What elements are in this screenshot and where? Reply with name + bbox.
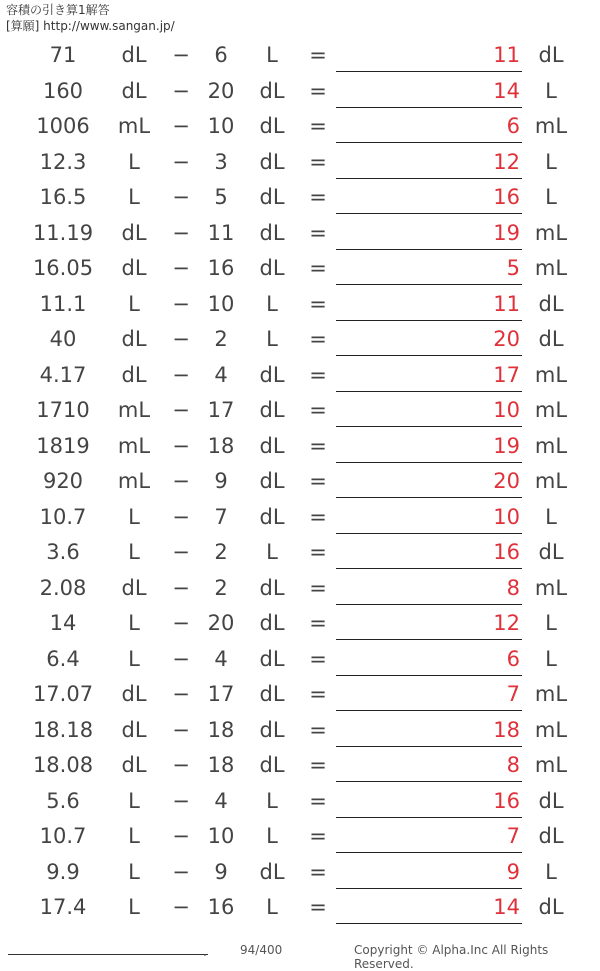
equals-sign: = <box>309 753 327 777</box>
minuend-unit: L <box>128 291 140 316</box>
problem-row <box>0 393 600 429</box>
answer-value: 10 <box>493 398 520 422</box>
equals-sign: = <box>309 256 327 280</box>
answer-line <box>336 817 522 818</box>
minuend-unit: L <box>128 540 140 564</box>
subtrahend-unit: dL <box>259 78 285 103</box>
answer-line <box>336 675 522 676</box>
problem-row <box>0 855 600 891</box>
answer-value: 18 <box>493 717 520 742</box>
problem-row <box>0 606 600 642</box>
answer-line <box>336 497 522 498</box>
answer-value: 16 <box>493 788 520 813</box>
minus-sign: − <box>172 149 190 174</box>
subtrahend-value: 10 <box>207 824 235 848</box>
minus-sign: − <box>172 895 190 919</box>
answer-value: 12 <box>493 149 520 174</box>
minus-sign: − <box>172 682 190 706</box>
answer-unit: mL <box>534 114 568 138</box>
answer-value: 8 <box>506 753 520 777</box>
answer-value: 11 <box>493 291 520 316</box>
answer-unit: dL <box>538 788 564 813</box>
minuend-value: 920 <box>42 469 84 493</box>
subtrahend-unit: dL <box>259 859 285 884</box>
minus-sign: − <box>172 788 190 813</box>
minus-sign: − <box>172 185 190 209</box>
minuend-value: 2.08 <box>39 575 87 600</box>
signature-line <box>8 954 208 955</box>
subtrahend-value: 4 <box>214 646 228 671</box>
minus-sign: − <box>172 78 190 103</box>
answer-unit: L <box>545 859 557 884</box>
answer-unit: mL <box>534 717 568 742</box>
answer-line <box>336 178 522 179</box>
minuend-unit: L <box>128 504 140 529</box>
answer-value: 7 <box>506 824 520 848</box>
answer-unit: L <box>545 646 557 671</box>
problem-row <box>0 464 600 500</box>
answer-unit: mL <box>534 220 568 245</box>
minuend-unit: dL <box>121 575 147 600</box>
answer-line <box>336 355 522 356</box>
minuend-unit: L <box>128 895 140 919</box>
answer-unit: dL <box>538 895 564 919</box>
answer-line <box>336 71 522 72</box>
equals-sign: = <box>309 362 327 387</box>
minuend-value: 10.7 <box>39 824 87 848</box>
answer-unit: mL <box>534 575 568 600</box>
answer-line <box>336 107 522 108</box>
answer-value: 5 <box>506 256 520 280</box>
answer-unit: L <box>545 185 557 209</box>
answer-line <box>336 533 522 534</box>
minuend-unit: L <box>128 611 140 635</box>
subtrahend-unit: L <box>266 540 278 564</box>
minus-sign: − <box>172 433 190 458</box>
answer-value: 10 <box>493 504 520 529</box>
equals-sign: = <box>309 859 327 884</box>
answer-value: 7 <box>506 682 520 706</box>
worksheet-source: [算願] http://www.sangan.jp/ <box>6 19 175 33</box>
answer-unit: mL <box>534 398 568 422</box>
answer-value: 17 <box>493 362 520 387</box>
subtrahend-value: 11 <box>207 220 235 245</box>
answer-line <box>336 710 522 711</box>
worksheet-header <box>6 2 175 34</box>
answer-unit: L <box>545 504 557 529</box>
minus-sign: − <box>172 220 190 245</box>
subtrahend-value: 6 <box>214 43 228 67</box>
minus-sign: − <box>172 469 190 493</box>
minuend-value: 71 <box>49 43 77 67</box>
subtrahend-value: 2 <box>214 575 228 600</box>
problem-row <box>0 713 600 749</box>
equals-sign: = <box>309 220 327 245</box>
minuend-unit: dL <box>121 43 147 67</box>
answer-value: 12 <box>493 611 520 635</box>
minuend-value: 1006 <box>36 114 90 138</box>
subtrahend-unit: dL <box>259 114 285 138</box>
subtrahend-unit: dL <box>259 433 285 458</box>
minuend-unit: mL <box>117 114 151 138</box>
problem-row <box>0 251 600 287</box>
minuend-value: 10.7 <box>39 504 87 529</box>
minus-sign: − <box>172 43 190 67</box>
subtrahend-unit: dL <box>259 682 285 706</box>
equals-sign: = <box>309 717 327 742</box>
subtrahend-unit: dL <box>259 185 285 209</box>
problem-row <box>0 819 600 855</box>
answer-value: 14 <box>493 895 520 919</box>
minuend-unit: L <box>128 149 140 174</box>
minuend-value: 17.07 <box>32 682 94 706</box>
subtrahend-value: 10 <box>207 114 235 138</box>
subtrahend-value: 18 <box>207 433 235 458</box>
subtrahend-value: 2 <box>214 327 228 351</box>
answer-value: 6 <box>506 646 520 671</box>
answer-line <box>336 746 522 747</box>
minus-sign: − <box>172 327 190 351</box>
answer-value: 19 <box>493 220 520 245</box>
problem-row <box>0 216 600 252</box>
minus-sign: − <box>172 398 190 422</box>
minuend-value: 1710 <box>36 398 90 422</box>
minuend-unit: dL <box>121 78 147 103</box>
minuend-value: 17.4 <box>39 895 87 919</box>
subtrahend-value: 7 <box>214 504 228 529</box>
minuend-unit: L <box>128 788 140 813</box>
answer-value: 20 <box>493 327 520 351</box>
answer-value: 20 <box>493 469 520 493</box>
equals-sign: = <box>309 611 327 635</box>
subtrahend-value: 18 <box>207 753 235 777</box>
minuend-value: 9.9 <box>46 859 80 884</box>
subtrahend-unit: dL <box>259 362 285 387</box>
problem-row <box>0 748 600 784</box>
answer-value: 8 <box>506 575 520 600</box>
equals-sign: = <box>309 504 327 529</box>
equals-sign: = <box>309 682 327 706</box>
minuend-value: 6.4 <box>46 646 80 671</box>
worksheet-title: 容積の引き算1解答 <box>6 3 110 17</box>
minuend-value: 12.3 <box>39 149 87 174</box>
equals-sign: = <box>309 646 327 671</box>
minuend-value: 11.1 <box>39 291 87 316</box>
subtrahend-value: 20 <box>207 78 235 103</box>
subtrahend-value: 2 <box>214 540 228 564</box>
subtrahend-value: 4 <box>214 788 228 813</box>
answer-line <box>336 320 522 321</box>
answer-line <box>336 604 522 605</box>
equals-sign: = <box>309 398 327 422</box>
minuend-unit: L <box>128 859 140 884</box>
problem-row <box>0 145 600 181</box>
answer-line <box>336 142 522 143</box>
answer-line <box>336 639 522 640</box>
minus-sign: − <box>172 753 190 777</box>
subtrahend-value: 4 <box>214 362 228 387</box>
minus-sign: − <box>172 362 190 387</box>
answer-line <box>336 781 522 782</box>
problem-row <box>0 358 600 394</box>
minuend-unit: dL <box>121 256 147 280</box>
minuend-value: 40 <box>49 327 77 351</box>
subtrahend-unit: dL <box>259 149 285 174</box>
answer-unit: L <box>545 78 557 103</box>
problem-row <box>0 500 600 536</box>
answer-unit: dL <box>538 43 564 67</box>
subtrahend-unit: dL <box>259 611 285 635</box>
minuend-value: 11.19 <box>32 220 94 245</box>
answer-line <box>336 426 522 427</box>
subtrahend-unit: dL <box>259 504 285 529</box>
answer-unit: dL <box>538 327 564 351</box>
minuend-unit: dL <box>121 220 147 245</box>
subtrahend-unit: L <box>266 824 278 848</box>
minus-sign: − <box>172 575 190 600</box>
equals-sign: = <box>309 327 327 351</box>
subtrahend-unit: dL <box>259 469 285 493</box>
minuend-unit: L <box>128 185 140 209</box>
minus-sign: − <box>172 114 190 138</box>
minuend-value: 160 <box>42 78 84 103</box>
answer-unit: dL <box>538 824 564 848</box>
minuend-value: 3.6 <box>46 540 80 564</box>
minus-sign: − <box>172 859 190 884</box>
problem-row <box>0 890 600 926</box>
minus-sign: − <box>172 646 190 671</box>
subtrahend-unit: dL <box>259 575 285 600</box>
subtrahend-unit: L <box>266 291 278 316</box>
minuend-value: 5.6 <box>46 788 80 813</box>
copyright-text: Copyright © Alpha.Inc All Rights Reserved. <box>354 943 549 971</box>
problem-row <box>0 642 600 678</box>
minuend-value: 18.18 <box>32 717 94 742</box>
equals-sign: = <box>309 185 327 209</box>
minuend-unit: mL <box>117 433 151 458</box>
subtrahend-unit: dL <box>259 717 285 742</box>
answer-unit: mL <box>534 362 568 387</box>
problem-row <box>0 535 600 571</box>
subtrahend-unit: dL <box>259 256 285 280</box>
answer-line <box>336 391 522 392</box>
answer-unit: mL <box>534 433 568 458</box>
answer-unit: mL <box>534 682 568 706</box>
answer-unit: mL <box>534 256 568 280</box>
equals-sign: = <box>309 895 327 919</box>
subtrahend-unit: dL <box>259 398 285 422</box>
page-footer <box>0 938 600 971</box>
subtrahend-value: 5 <box>214 185 228 209</box>
answer-value: 11 <box>493 43 520 67</box>
subtrahend-unit: dL <box>259 220 285 245</box>
minuend-unit: mL <box>117 469 151 493</box>
answer-unit: L <box>545 149 557 174</box>
answer-value: 16 <box>493 185 520 209</box>
minuend-unit: mL <box>117 398 151 422</box>
equals-sign: = <box>309 149 327 174</box>
minuend-value: 1819 <box>36 433 90 458</box>
minus-sign: − <box>172 256 190 280</box>
answer-line <box>336 888 522 889</box>
problem-row <box>0 180 600 216</box>
minuend-unit: dL <box>121 327 147 351</box>
subtrahend-value: 17 <box>207 398 235 422</box>
subtrahend-value: 17 <box>207 682 235 706</box>
equals-sign: = <box>309 575 327 600</box>
minuend-unit: L <box>128 646 140 671</box>
answer-value: 16 <box>493 540 520 564</box>
equals-sign: = <box>309 433 327 458</box>
answer-unit: dL <box>538 540 564 564</box>
equals-sign: = <box>309 824 327 848</box>
answer-line <box>336 249 522 250</box>
problem-row <box>0 322 600 358</box>
minuend-value: 18.08 <box>32 753 94 777</box>
equals-sign: = <box>309 114 327 138</box>
answer-value: 19 <box>493 433 520 458</box>
answer-value: 9 <box>506 859 520 884</box>
problem-row <box>0 74 600 110</box>
answer-value: 6 <box>506 114 520 138</box>
subtrahend-value: 9 <box>214 859 228 884</box>
minuend-unit: L <box>128 824 140 848</box>
minus-sign: − <box>172 291 190 316</box>
subtrahend-unit: L <box>266 895 278 919</box>
equals-sign: = <box>309 43 327 67</box>
subtrahend-value: 9 <box>214 469 228 493</box>
answer-unit: mL <box>534 469 568 493</box>
minuend-value: 16.05 <box>32 256 94 280</box>
equals-sign: = <box>309 788 327 813</box>
problem-row <box>0 109 600 145</box>
minuend-unit: dL <box>121 682 147 706</box>
subtrahend-unit: L <box>266 788 278 813</box>
problem-row <box>0 429 600 465</box>
answer-line <box>336 923 522 924</box>
subtrahend-value: 10 <box>207 291 235 316</box>
problem-row <box>0 287 600 323</box>
subtrahend-value: 16 <box>207 256 235 280</box>
answer-line <box>336 213 522 214</box>
answer-line <box>336 568 522 569</box>
footer-dot: . <box>203 945 207 959</box>
minuend-unit: dL <box>121 753 147 777</box>
answer-line <box>336 284 522 285</box>
minus-sign: − <box>172 824 190 848</box>
minuend-unit: dL <box>121 717 147 742</box>
answer-line <box>336 852 522 853</box>
equals-sign: = <box>309 540 327 564</box>
answer-unit: L <box>545 611 557 635</box>
answer-unit: dL <box>538 291 564 316</box>
minuend-value: 16.5 <box>39 185 87 209</box>
equals-sign: = <box>309 469 327 493</box>
subtrahend-value: 18 <box>207 717 235 742</box>
subtrahend-unit: dL <box>259 753 285 777</box>
minus-sign: − <box>172 540 190 564</box>
subtrahend-value: 3 <box>214 149 228 174</box>
subtrahend-unit: L <box>266 327 278 351</box>
problem-row <box>0 38 600 74</box>
problem-row <box>0 571 600 607</box>
minuend-value: 4.17 <box>39 362 87 387</box>
minuend-value: 14 <box>49 611 77 635</box>
minus-sign: − <box>172 717 190 742</box>
minus-sign: − <box>172 611 190 635</box>
subtrahend-value: 16 <box>207 895 235 919</box>
answer-line <box>336 462 522 463</box>
problem-list <box>0 38 600 926</box>
problem-row <box>0 677 600 713</box>
page-number: 94/400 <box>240 943 283 957</box>
answer-unit: mL <box>534 753 568 777</box>
minuend-unit: dL <box>121 362 147 387</box>
subtrahend-value: 20 <box>207 611 235 635</box>
equals-sign: = <box>309 291 327 316</box>
minus-sign: − <box>172 504 190 529</box>
subtrahend-unit: L <box>266 43 278 67</box>
answer-value: 14 <box>493 78 520 103</box>
subtrahend-unit: dL <box>259 646 285 671</box>
problem-row <box>0 784 600 820</box>
equals-sign: = <box>309 78 327 103</box>
